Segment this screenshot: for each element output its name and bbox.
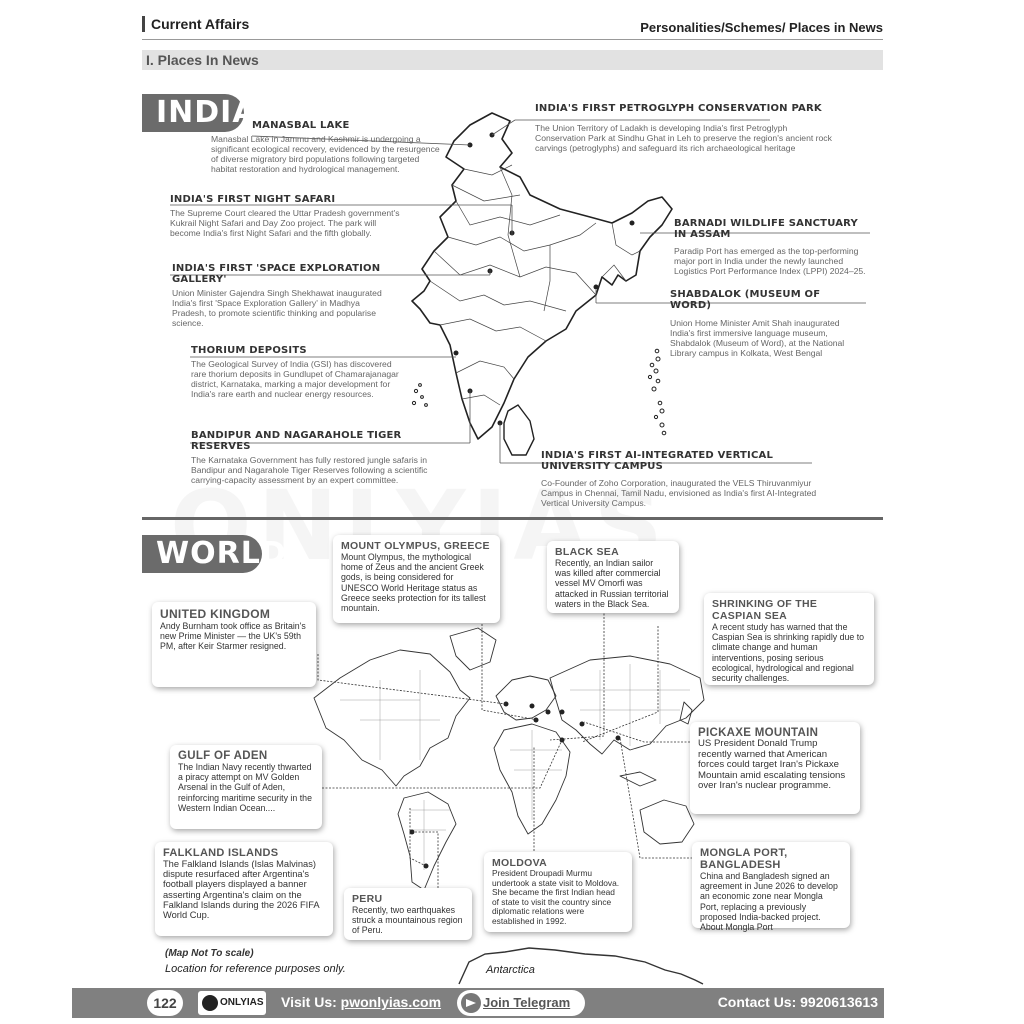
item-title: INDIA'S FIRST 'SPACE EXPLORATION GALLERY': [172, 263, 381, 285]
item-text: The Karnataka Government has fully restored jungle safaris in Bandipur and Nagarahole Tiger Reserves following a scientific carrying-capacity assessment by an expert committee.: [191, 455, 428, 485]
world-card-pickaxe: [690, 722, 860, 814]
item-text: The Union Territory of Ladakh is developing India's first Petroglyph Conservation Park at Sindhu Ghat in Leh to preserve the region's ancient rock carvings (petroglyphs) and safeguard its rich archaeological heritage: [535, 123, 832, 153]
card-text: Recently, an Indian sailor was killed after commercial vessel MV Omorfi was attacked in Russian territorial waters in the Black Sea.: [555, 558, 669, 609]
world-card-falkland: [155, 842, 333, 936]
world-card-olympus: [333, 535, 500, 623]
card-title: BLACK SEA: [555, 546, 619, 558]
card-text: Mount Olympus, the mythological home of Zeus and the ancient Greek gods, is being considered for UNESCO World Heritage status as Greece seeks protection for its tallest mountain.: [341, 552, 486, 614]
footer-bar: [72, 988, 884, 1018]
item-text: Union Minister Gajendra Singh Shekhawat inaugurated India's first 'Space Exploration Gallery' in Madhya Pradesh, to promote scientific thinking and popularise science.: [172, 288, 382, 328]
item-text: The Geological Survey of India (GSI) has discovered rare thorium deposits in Gundlupet of Chamarajanagar district, Karnataka, marking a major development for India's rare earth and nuclear energy resources.: [191, 359, 399, 399]
header-topic: Personalities/Schemes/ Places in News: [640, 20, 883, 35]
world-card-moldova: [484, 852, 632, 932]
item-title: BARNADI WILDLIFE SANCTUARY IN ASSAM: [674, 218, 858, 240]
item-title: INDIA'S FIRST PETROGLYPH CONSERVATION PARK: [535, 103, 822, 114]
item-title: INDIA'S FIRST AI-INTEGRATED VERTICAL UNIVERSITY CAMPUS: [541, 450, 774, 472]
section-heading: I. Places In News: [142, 50, 883, 70]
logo-icon: [202, 995, 218, 1011]
world-card-caspian: [704, 593, 874, 685]
item-text: Union Home Minister Amit Shah inaugurated India's first immersive language museum, Shabdalok (Museum of Word), at the National Library campus in Kolkata, West Bengal: [670, 318, 845, 358]
world-card-black-sea: [547, 541, 679, 613]
item-title: THORIUM DEPOSITS: [191, 345, 307, 356]
item-title: MANASBAL LAKE: [252, 120, 350, 131]
card-text: President Droupadi Murmu undertook a state visit to Moldova. She became the first Indian head of state to visit the country since diplomatic relations were established in 1992.: [492, 868, 620, 926]
website-link[interactable]: pwonlyias.com: [340, 994, 442, 1010]
card-title: UNITED KINGDOM: [160, 607, 271, 621]
card-text: Andy Burnham took office as Britain's new Prime Minister — the UK's 59th PM, after Keir Starmer resigned.: [160, 621, 306, 652]
map-note-title: (Map Not To scale): [165, 948, 254, 959]
card-text: The Indian Navy recently thwarted a piracy attempt on MV Golden Arsenal in the Gulf of Aden, reinforcing maritime security in the Western Indian Ocean....: [178, 762, 312, 813]
world-card-peru: [344, 888, 472, 940]
world-card-uk: [152, 602, 316, 687]
item-text: The Supreme Court cleared the Uttar Pradesh government's Kukrail Night Safari and Day Zoo project. The park will become India's first Night Safari and the fifth globally.: [170, 208, 400, 238]
card-title: SHRINKING OF THE CASPIAN SEA: [712, 598, 818, 622]
item-title: BANDIPUR AND NAGARAHOLE TIGER RESERVES: [191, 430, 402, 452]
card-title: GULF OF ADEN: [178, 750, 268, 762]
item-title: INDIA'S FIRST NIGHT SAFARI: [170, 194, 336, 205]
telegram-icon: [461, 993, 481, 1013]
header-section-title: Current Affairs: [142, 16, 249, 32]
card-title: PICKAXE MOUNTAIN: [698, 727, 819, 739]
visit-label: Visit Us:: [281, 994, 337, 1010]
visit-us: [281, 994, 441, 1010]
card-title: FALKLAND ISLANDS: [163, 847, 279, 859]
card-text: Recently, two earthquakes struck a mountainous region of Peru.: [352, 905, 463, 936]
page-number: 122: [147, 990, 183, 1016]
india-label: INDIA: [142, 94, 244, 132]
card-text: The Falkland Islands (Islas Malvinas) dispute resurfaced after Argentina's football players displayed a banner asserting Argentina's claim on the Falkland Islands during the 2026 FIFA World Cup.: [163, 859, 320, 921]
antarctica-label: Antarctica: [486, 964, 535, 976]
card-title: MONGLA PORT, BANGLADESH: [700, 847, 788, 871]
card-title: MOUNT OLYMPUS, GREECE: [341, 540, 490, 552]
card-title: PERU: [352, 893, 383, 905]
card-text: China and Bangladesh signed an agreement in June 2026 to develop an economic zone near Mongla Port, replacing a previously proposed India-backed project. About Mongla Port: [700, 871, 838, 933]
contact-info: Contact Us: 9920613613: [717, 994, 878, 1010]
card-text: US President Donald Trump recently warned that American forces could target Iran's Pickaxe Mountain amid escalating tensions over Iran's nuclear programme.: [698, 738, 846, 792]
map-note-text: Location for reference purposes only.: [165, 963, 346, 975]
join-telegram-button[interactable]: Join Telegram: [457, 990, 585, 1016]
item-title: SHABDALOK (MUSEUM OF WORD): [670, 289, 821, 311]
brand-logo: ONLYIAS: [198, 991, 266, 1015]
card-text: A recent study has warned that the Caspian Sea is shrinking rapidly due to climate change and human interventions, posing serious ecological, hydrological and regional security challenges.: [712, 622, 865, 684]
item-text: Paradip Port has emerged as the top-performing major port in India under the newly launched Logistics Port Performance Index (LPPI) 2024–25.: [674, 246, 866, 276]
item-text: Manasbal Lake in Jammu and Kashmir is undergoing a significant ecological recovery, evidenced by the resurgence of diverse migratory bird populations following targeted habitat restoration and hydrological management.: [211, 134, 440, 174]
card-title: MOLDOVA: [492, 857, 547, 869]
item-text: Co-Founder of Zoho Corporation, inaugurated the VELS Thiruvanmiyur Campus in Chennai, Tamil Nadu, envisioned as India's first AI-Integrated Vertical University Campus.: [541, 478, 817, 508]
world-card-gulf-of-aden: [170, 745, 322, 829]
world-card-mongla: [692, 842, 850, 933]
world-label: WORLD: [142, 535, 262, 573]
